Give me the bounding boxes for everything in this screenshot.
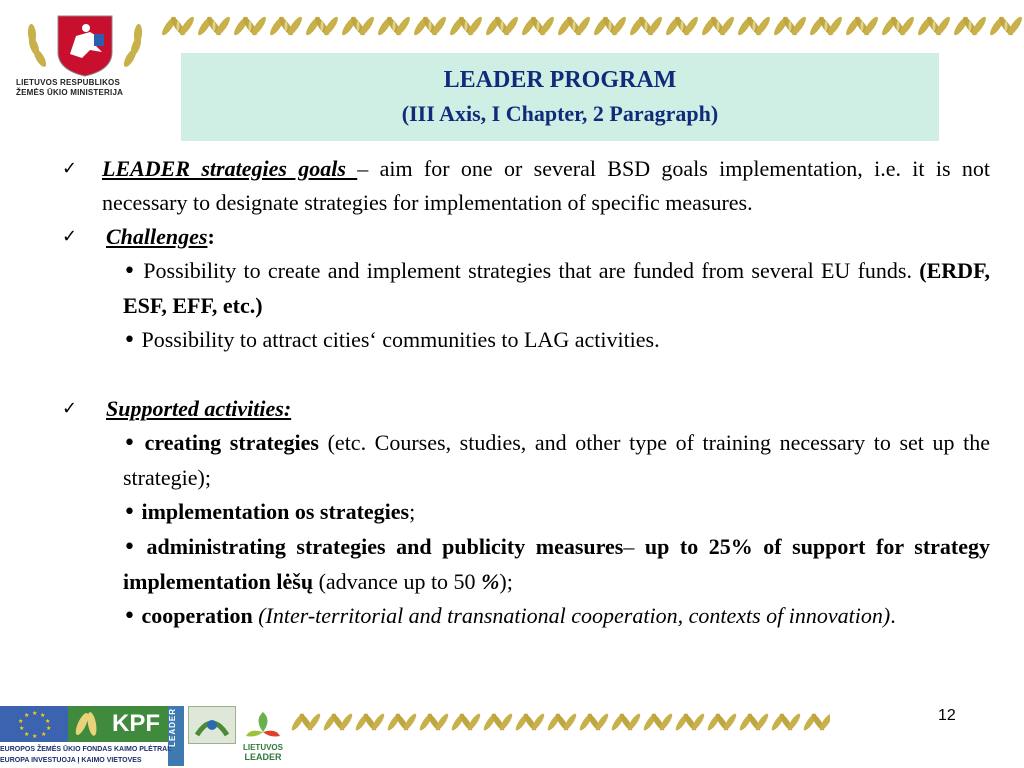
- activity-3: [123, 530, 990, 599]
- bullet-icon: •: [123, 259, 136, 284]
- ministry-name: [16, 78, 176, 98]
- challenge-2: [123, 323, 990, 358]
- challenge-1-text: Possibility to create and implement strategies that are funded from several EU funds.: [143, 258, 920, 283]
- activity-1-text: (etc. Courses, studies, and other type of training necessary to set up the strategie);: [123, 430, 990, 490]
- bullet-icon: •: [123, 431, 136, 456]
- activity-3-label: administrating strategies and publicity measures: [146, 534, 624, 559]
- activity-3-advance: (advance up to 50: [313, 569, 482, 594]
- bullet-icon: •: [123, 604, 136, 629]
- challenge-1: [123, 254, 990, 323]
- kpf-label: KPF: [112, 710, 160, 737]
- lt-leader-line2: LEADER: [244, 752, 282, 762]
- activity-2: [123, 495, 990, 530]
- fund-line-1: EUROPOS ŽEMĖS ŪKIO FONDAS KAIMO PLĖTRAI:: [0, 746, 172, 753]
- challenges-heading: [106, 220, 990, 254]
- fund-line-2: EUROPA INVESTUOJA Į KAIMO VIETOVES: [0, 757, 142, 764]
- leader-vertical-text: LEADER: [168, 708, 177, 747]
- bullet-icon: •: [123, 328, 136, 353]
- goals-paragraph: [102, 152, 990, 220]
- goals-item: [62, 152, 990, 220]
- goals-label: LEADER strategies goals: [102, 156, 358, 181]
- lt-leader-line1: LIETUVOS: [242, 743, 284, 752]
- activity-1-label: creating strategies: [144, 430, 319, 455]
- supported-item: [62, 392, 990, 426]
- activity-3-end: );: [499, 569, 513, 594]
- eu-flag-icon: ★ ★ ★ ★ ★ ★ ★ ★ ★ ★: [0, 706, 68, 742]
- challenges-label: Challenges: [106, 224, 208, 249]
- challenge-2-text: Possibility to attract cities‘ communities to LAG activities.: [141, 327, 660, 352]
- activity-3-dash: –: [623, 534, 645, 559]
- check-icon: ✓: [62, 398, 78, 419]
- activity-4-end: .: [890, 603, 896, 628]
- check-icon: ✓: [62, 226, 78, 247]
- ministry-name-line2: ŽEMĖS ŪKIO MINISTERIJA: [16, 88, 124, 97]
- page-subtitle: (III Axis, I Chapter, 2 Paragraph): [401, 101, 719, 126]
- check-icon: ✓: [62, 158, 78, 179]
- activity-2-text: ;: [409, 499, 416, 524]
- activity-4: [123, 599, 990, 634]
- activity-4-text: (Inter-territorial and transnational cooperation, contexts of innovation): [252, 603, 891, 628]
- activity-3-percent: %: [481, 569, 500, 594]
- supported-heading: [106, 392, 990, 426]
- page-title: LEADER PROGRAM: [443, 67, 677, 93]
- wheat-border-bottom: [290, 706, 830, 738]
- activity-3-support: up to 25% of support for strategy implementation lėšų: [123, 534, 990, 594]
- activity-2-label: implementation os strategies: [141, 499, 410, 524]
- title-box: [181, 53, 939, 141]
- goals-text: – aim for one or several BSD goals implementation, i.e. it is not necessary to designate strategies for implementation of specific measures.: [102, 156, 990, 215]
- bullet-icon: •: [123, 535, 136, 560]
- supported-label: Supported activities:: [106, 396, 292, 421]
- leader-emblem-icon: [188, 706, 236, 744]
- ministry-name-line1: LIETUVOS RESPUBLIKOS: [16, 78, 121, 87]
- challenges-item: [62, 220, 990, 254]
- page-number: 12: [938, 707, 956, 724]
- challenges-colon: :: [207, 224, 215, 249]
- bullet-icon: •: [123, 500, 136, 525]
- activity-1: [123, 426, 990, 495]
- main-content: [62, 152, 990, 634]
- wheat-border-top: [160, 8, 1024, 44]
- footer-logos: [0, 706, 290, 768]
- wheat-icon: [68, 706, 108, 742]
- challenge-1-funds: (ERDF, ESF, EFF, etc.): [123, 258, 990, 318]
- coat-of-arms-icon: [58, 16, 112, 76]
- activity-4-label: cooperation: [141, 603, 253, 628]
